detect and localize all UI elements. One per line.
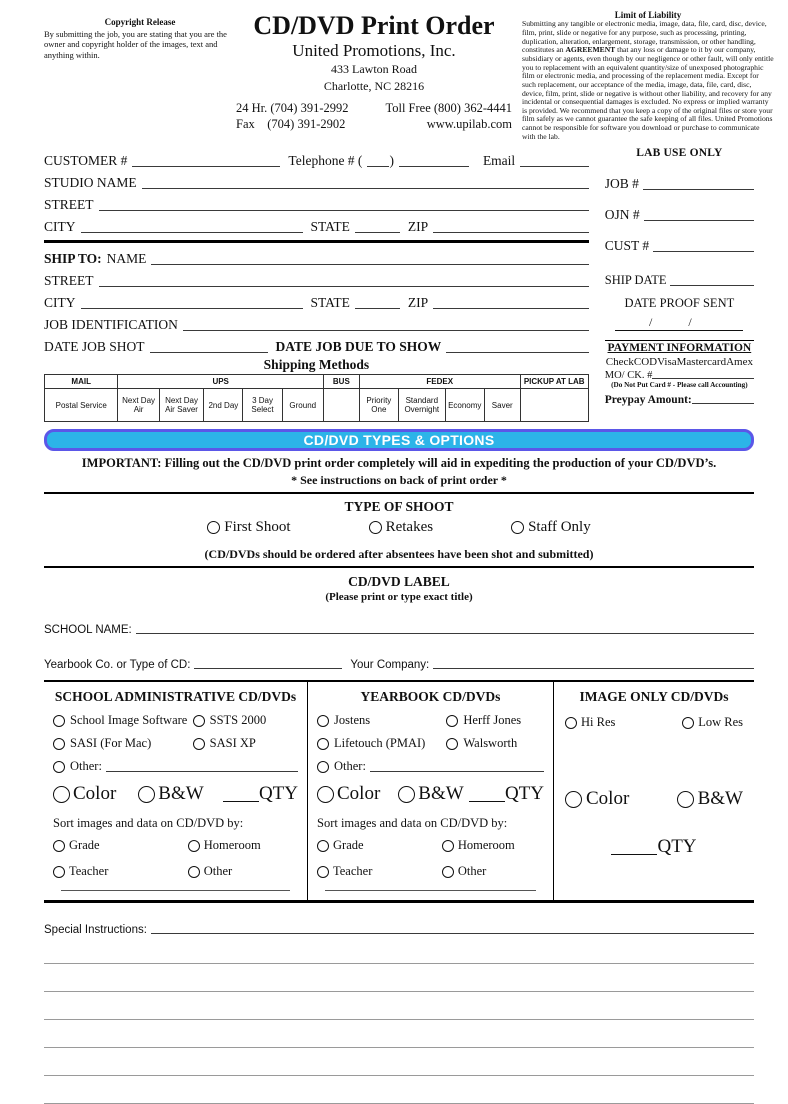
state-label: STATE bbox=[310, 219, 350, 235]
yearbook-sort-title: Sort images and data on CD/DVD by: bbox=[317, 816, 508, 831]
yearbook-co-label: Yearbook Co. or Type of CD: bbox=[44, 659, 191, 672]
email-line[interactable] bbox=[520, 166, 589, 167]
mo-ck-number-line[interactable] bbox=[652, 378, 754, 379]
hi-res-radio-icon[interactable] bbox=[565, 717, 577, 729]
yearbook-other-line[interactable] bbox=[370, 771, 544, 772]
option-yearbook-sort-grade[interactable]: Grade bbox=[317, 838, 442, 853]
ship-date-line[interactable] bbox=[670, 285, 754, 286]
option-image-only-color[interactable]: Color bbox=[565, 788, 629, 810]
staff-only-radio-icon[interactable] bbox=[511, 521, 524, 534]
special-instructions-line-5[interactable] bbox=[44, 1048, 754, 1076]
image-only-title: IMAGE ONLY CD/DVDs bbox=[579, 689, 729, 705]
type-of-shoot-title: TYPE OF SHOOT bbox=[344, 499, 454, 515]
limit-of-liability-block bbox=[512, 10, 778, 141]
lab-use-column bbox=[589, 147, 754, 422]
shipping-header-pickup: PICKUP AT LAB bbox=[520, 375, 588, 389]
lifetouch-pmai-radio-icon[interactable] bbox=[317, 738, 329, 750]
option-admin-bw[interactable]: B&W bbox=[138, 783, 203, 805]
option-sasi-xp[interactable]: SASI XP bbox=[193, 736, 298, 751]
option-first-shoot[interactable]: First Shoot bbox=[207, 519, 290, 536]
image-only-color-radio-icon[interactable] bbox=[565, 791, 582, 808]
ojn-number-line[interactable] bbox=[644, 220, 754, 221]
section-rule bbox=[44, 566, 754, 568]
ship-state-line[interactable] bbox=[355, 308, 400, 309]
section-divider bbox=[44, 240, 589, 243]
admin-sort-homeroom-radio-icon[interactable] bbox=[188, 840, 200, 852]
first-shoot-radio-icon[interactable] bbox=[207, 521, 220, 534]
copyright-release-text: By submitting the job, you are stating that you are the owner and copyright holder of the images, text and anything within. bbox=[44, 28, 227, 60]
yearbook-sort-other-radio-icon[interactable] bbox=[442, 866, 454, 878]
copyright-release-block bbox=[44, 10, 236, 141]
website-url: www.upilab.com bbox=[426, 117, 512, 132]
admin-qty-line[interactable] bbox=[223, 801, 259, 802]
yearbook-sort-grade-radio-icon[interactable] bbox=[317, 840, 329, 852]
telephone-line[interactable] bbox=[399, 166, 469, 167]
school-name-label: SCHOOL NAME: bbox=[44, 624, 132, 637]
mo-ck-number-label: MO/ CK. # bbox=[604, 370, 653, 382]
special-instructions-line-3[interactable] bbox=[44, 992, 754, 1020]
shipping-option-standard-overnight[interactable]: Standard Overnight bbox=[398, 389, 445, 422]
shipping-header-fedex: FEDEX bbox=[359, 375, 520, 389]
image-only-qty-line[interactable] bbox=[611, 854, 657, 855]
option-yearbook-bw[interactable]: B&W bbox=[398, 783, 463, 805]
yearbook-blank-line[interactable] bbox=[325, 890, 536, 891]
cust-number-label: CUST # bbox=[604, 238, 650, 254]
city-line[interactable] bbox=[81, 232, 303, 233]
admin-qty-label: QTY bbox=[258, 783, 298, 805]
ship-city-label: CITY bbox=[44, 295, 76, 311]
special-instructions-line-2[interactable] bbox=[44, 964, 754, 992]
school-image-software-radio-icon[interactable] bbox=[53, 715, 65, 727]
option-retakes[interactable]: Retakes bbox=[369, 519, 433, 536]
shipping-header-mail: MAIL bbox=[45, 375, 118, 389]
date-job-shot-line[interactable] bbox=[150, 352, 268, 353]
phone-tollfree: Toll Free (800) 362-4441 bbox=[385, 101, 512, 116]
cd-dvd-type-columns bbox=[44, 680, 754, 903]
admin-other-radio-icon[interactable] bbox=[53, 761, 65, 773]
city-label: CITY bbox=[44, 219, 76, 235]
admin-sort-other-radio-icon[interactable] bbox=[188, 866, 200, 878]
jostens-radio-icon[interactable] bbox=[317, 715, 329, 727]
option-admin-sort-grade[interactable]: Grade bbox=[53, 838, 188, 853]
payment-card-note: (Do Not Put Card # - Please call Accounting) bbox=[611, 381, 748, 390]
yearbook-qty-label: QTY bbox=[504, 783, 544, 805]
yearbook-co-line[interactable] bbox=[194, 668, 342, 669]
admin-blank-line[interactable] bbox=[61, 890, 290, 891]
option-school-image-software[interactable]: School Image Software bbox=[53, 713, 193, 728]
option-sasi-for-mac[interactable]: SASI (For Mac) bbox=[53, 736, 193, 751]
yearbook-title: YEARBOOK CD/DVDs bbox=[360, 689, 501, 705]
copyright-release-title: Copyright Release bbox=[104, 17, 176, 27]
customer-number-line[interactable] bbox=[132, 166, 280, 167]
ship-city-line[interactable] bbox=[81, 308, 303, 309]
yearbook-color-radio-icon[interactable] bbox=[317, 786, 334, 803]
form-title: CD/DVD Print Order bbox=[253, 11, 495, 40]
phone-fax: Fax (704) 391-2902 bbox=[236, 117, 346, 132]
option-admin-color[interactable]: Color bbox=[53, 783, 116, 805]
phone-24hr: 24 Hr. (704) 391-2992 bbox=[236, 101, 349, 116]
shipping-option-2nd-day[interactable]: 2nd Day bbox=[204, 389, 243, 422]
school-administrative-section bbox=[44, 682, 307, 900]
see-instructions-note: * See instructions on back of print order * bbox=[291, 473, 507, 488]
street-label: STREET bbox=[44, 197, 94, 213]
street-line[interactable] bbox=[99, 210, 589, 211]
payment-method-mastercard[interactable]: Mastercard bbox=[676, 356, 727, 369]
cd-dvd-label-subtitle: (Please print or type exact title) bbox=[325, 591, 473, 604]
ship-to-label: SHIP TO: bbox=[44, 251, 102, 267]
yearbook-sort-teacher-radio-icon[interactable] bbox=[317, 866, 329, 878]
date-job-due-line[interactable] bbox=[446, 352, 588, 353]
telephone-areacode-line[interactable] bbox=[367, 166, 389, 167]
option-admin-other[interactable]: Other: bbox=[53, 759, 102, 774]
ojn-number-label: OJN # bbox=[604, 207, 640, 223]
payment-method-visa[interactable]: Visa bbox=[657, 356, 677, 369]
payment-method-check[interactable]: Check bbox=[605, 356, 634, 369]
option-ssts-2000[interactable]: SSTS 2000 bbox=[193, 713, 298, 728]
retakes-radio-icon[interactable] bbox=[369, 521, 382, 534]
image-only-qty-label: QTY bbox=[657, 836, 697, 858]
your-company-label: Your Company: bbox=[350, 659, 430, 672]
walsworth-radio-icon[interactable] bbox=[446, 738, 458, 750]
yearbook-section bbox=[307, 682, 554, 900]
job-number-label: JOB # bbox=[604, 176, 639, 192]
ship-state-label: STATE bbox=[310, 295, 350, 311]
date-job-shot-label: DATE JOB SHOT bbox=[44, 339, 145, 355]
option-lifetouch-pmai[interactable]: Lifetouch (PMAI) bbox=[317, 736, 446, 751]
date-proof-sent-label: DATE PROOF SENT bbox=[624, 296, 735, 311]
prepay-amount-line[interactable] bbox=[692, 403, 754, 404]
admin-sort-teacher-radio-icon[interactable] bbox=[53, 866, 65, 878]
ship-date-label: SHIP DATE bbox=[604, 273, 667, 288]
yearbook-qty-line[interactable] bbox=[469, 801, 505, 802]
admin-sort-grade-radio-icon[interactable] bbox=[53, 840, 65, 852]
ship-to-name-line[interactable] bbox=[151, 264, 588, 265]
special-instructions-line-1[interactable] bbox=[44, 936, 754, 964]
ship-zip-label: ZIP bbox=[407, 295, 429, 311]
shipping-option-pickup-at-lab[interactable] bbox=[520, 389, 588, 422]
sasi-for-mac-radio-icon[interactable] bbox=[53, 738, 65, 750]
payment-method-amex[interactable]: Amex bbox=[726, 356, 753, 369]
shipping-option-economy[interactable]: Economy bbox=[445, 389, 484, 422]
option-yearbook-sort-teacher[interactable]: Teacher bbox=[317, 864, 442, 879]
form-header bbox=[44, 10, 778, 141]
option-yearbook-other[interactable]: Other: bbox=[317, 759, 366, 774]
liability-title: Limit of Liability bbox=[614, 10, 682, 20]
ship-zip-line[interactable] bbox=[433, 308, 589, 309]
option-hi-res[interactable]: Hi Res bbox=[565, 715, 615, 730]
special-instructions-area bbox=[44, 936, 754, 1104]
customer-shipping-column: CUSTOMER # Telephone # ( ) Email STUDIO NAME STREET CITY STATE ZIP SHIP TO: NAME STREET CITY STATE ZIP JOB IDENTIFICATION DATE JOB SHOT DATE JOB DUE TO SHOW Shipping Methods MAIL UPS BUS FEDEX PICKUP AT LAB Postal Service Next Day Air Next Day Air Saver 2nd Day 3 Day Select Ground Priority One Standard Overnight Economy Saver bbox=[44, 147, 589, 422]
option-herff-jones[interactable]: Herff Jones bbox=[446, 713, 544, 728]
your-company-line[interactable] bbox=[433, 668, 754, 669]
shipping-option-postal-service[interactable]: Postal Service bbox=[45, 389, 118, 422]
date-proof-sent-line[interactable]: / / bbox=[615, 315, 743, 331]
state-line[interactable] bbox=[355, 232, 400, 233]
job-number-line[interactable] bbox=[643, 189, 754, 190]
option-admin-sort-homeroom[interactable]: Homeroom bbox=[188, 838, 298, 853]
payment-information-title: PAYMENT INFORMATION bbox=[607, 342, 752, 355]
shipping-option-bus[interactable] bbox=[323, 389, 359, 422]
admin-other-line[interactable] bbox=[106, 771, 298, 772]
company-name: United Promotions, Inc. bbox=[292, 41, 456, 61]
telephone-label: Telephone # ( bbox=[288, 153, 363, 169]
payment-information-block bbox=[605, 340, 754, 406]
option-image-only-bw[interactable]: B&W bbox=[677, 788, 743, 810]
studio-name-line[interactable] bbox=[142, 188, 589, 189]
shipping-methods-title: Shipping Methods bbox=[263, 357, 370, 373]
option-yearbook-sort-homeroom[interactable]: Homeroom bbox=[442, 838, 544, 853]
ship-to-name-label: NAME bbox=[106, 251, 147, 267]
company-address-line2: Charlotte, NC 28216 bbox=[323, 78, 425, 93]
option-admin-sort-other[interactable]: Other bbox=[188, 864, 298, 879]
option-walsworth[interactable]: Walsworth bbox=[446, 736, 544, 751]
zip-line[interactable] bbox=[433, 232, 589, 233]
customer-number-label: CUSTOMER # bbox=[44, 153, 128, 169]
shipping-methods-table bbox=[44, 374, 589, 422]
yearbook-other-radio-icon[interactable] bbox=[317, 761, 329, 773]
low-res-radio-icon[interactable] bbox=[682, 717, 694, 729]
lab-use-only-title: LAB USE ONLY bbox=[636, 147, 723, 160]
herff-jones-radio-icon[interactable] bbox=[446, 715, 458, 727]
shipping-option-priority-one[interactable]: Priority One bbox=[359, 389, 398, 422]
cust-number-line[interactable] bbox=[653, 251, 754, 252]
zip-label: ZIP bbox=[407, 219, 429, 235]
option-yearbook-sort-other[interactable]: Other bbox=[442, 864, 544, 879]
prepay-amount-label: Preypay Amount: bbox=[604, 394, 692, 407]
ssts-2000-radio-icon[interactable] bbox=[193, 715, 205, 727]
job-identification-label: JOB IDENTIFICATION bbox=[44, 317, 178, 333]
shipping-header-ups: UPS bbox=[118, 375, 323, 389]
school-name-line[interactable] bbox=[136, 633, 754, 634]
school-administrative-title: SCHOOL ADMINISTRATIVE CD/DVDs bbox=[54, 689, 297, 705]
date-job-due-label: DATE JOB DUE TO SHOW bbox=[275, 339, 442, 355]
admin-bw-radio-icon[interactable] bbox=[138, 786, 155, 803]
image-only-bw-radio-icon[interactable] bbox=[677, 791, 694, 808]
shipping-option-3-day-select[interactable]: 3 Day Select bbox=[243, 389, 282, 422]
option-admin-sort-teacher[interactable]: Teacher bbox=[53, 864, 188, 879]
type-of-shoot-options bbox=[44, 519, 754, 536]
shipping-option-saver[interactable]: Saver bbox=[484, 389, 520, 422]
cd-dvd-label-title: CD/DVD LABEL bbox=[348, 574, 450, 590]
admin-sort-title: Sort images and data on CD/DVD by: bbox=[53, 816, 244, 831]
shipping-option-next-day-air-saver[interactable]: Next Day Air Saver bbox=[159, 389, 204, 422]
option-jostens[interactable]: Jostens bbox=[317, 713, 446, 728]
admin-color-radio-icon[interactable] bbox=[53, 786, 70, 803]
yearbook-sort-homeroom-radio-icon[interactable] bbox=[442, 840, 454, 852]
special-instructions-line-4[interactable] bbox=[44, 1020, 754, 1048]
option-low-res[interactable]: Low Res bbox=[682, 715, 743, 730]
special-instructions-line-6[interactable] bbox=[44, 1076, 754, 1104]
shipping-option-ground[interactable]: Ground bbox=[282, 389, 323, 422]
yearbook-bw-radio-icon[interactable] bbox=[398, 786, 415, 803]
job-identification-line[interactable] bbox=[183, 330, 589, 331]
absentees-note: (CD/DVDs should be ordered after absentees have been shot and submitted) bbox=[204, 547, 594, 562]
email-label: Email bbox=[482, 153, 516, 169]
image-only-section bbox=[554, 682, 754, 900]
studio-name-label: STUDIO NAME bbox=[44, 175, 137, 191]
liability-text: Submitting any tangible or electronic media, image, data, file, card, disc, device, film, print, slide or negative for any purpose, such as processing, printing, duplication, alteration, enlargement, storage, transmission, or other handling, constitutes an AGREEMENT that any loss or damage to it by our company, subsidiary or agents, even though by our negligence or other fault, will only entitle you to replacement with an equivalent quantity/size of unexposed photographic film or electronic media, and processing of the replacement media. Except for such replacement, our acceptance of the media, image, data, file, card, disc, device, film, print, slide or negative is without other liability, and recovery for any incidental or consequential damages is excluded. No express or implied warranty is provided. We recommend that you keep a copy of the original files or store your film safely as we cannot guarantee the safe keeping of all files. United Promotions cannot be responsible for software you download or purchase to communicate with the lab. bbox=[522, 19, 774, 141]
section-rule bbox=[44, 492, 754, 494]
company-address-line1: 433 Lawton Road bbox=[331, 62, 417, 77]
option-yearbook-color[interactable]: Color bbox=[317, 783, 380, 805]
sasi-xp-radio-icon[interactable] bbox=[193, 738, 205, 750]
ship-street-label: STREET bbox=[44, 273, 94, 289]
cd-dvd-types-options-banner: CD/DVD TYPES & OPTIONS bbox=[44, 429, 754, 451]
important-note: IMPORTANT: Filling out the CD/DVD print order completely will aid in expediting the production of your CD/DVD’s. bbox=[81, 456, 717, 471]
shipping-option-next-day-air[interactable]: Next Day Air bbox=[118, 389, 159, 422]
special-instructions-label: Special Instructions: bbox=[44, 924, 147, 937]
shipping-header-bus: BUS bbox=[323, 375, 359, 389]
ship-street-line[interactable] bbox=[99, 286, 589, 287]
company-header bbox=[236, 10, 512, 141]
payment-method-cod[interactable]: COD bbox=[633, 356, 658, 369]
special-instructions-line-0[interactable] bbox=[151, 933, 754, 934]
option-staff-only[interactable]: Staff Only bbox=[511, 519, 591, 536]
liability-agreement-word: AGREEMENT bbox=[565, 45, 616, 55]
